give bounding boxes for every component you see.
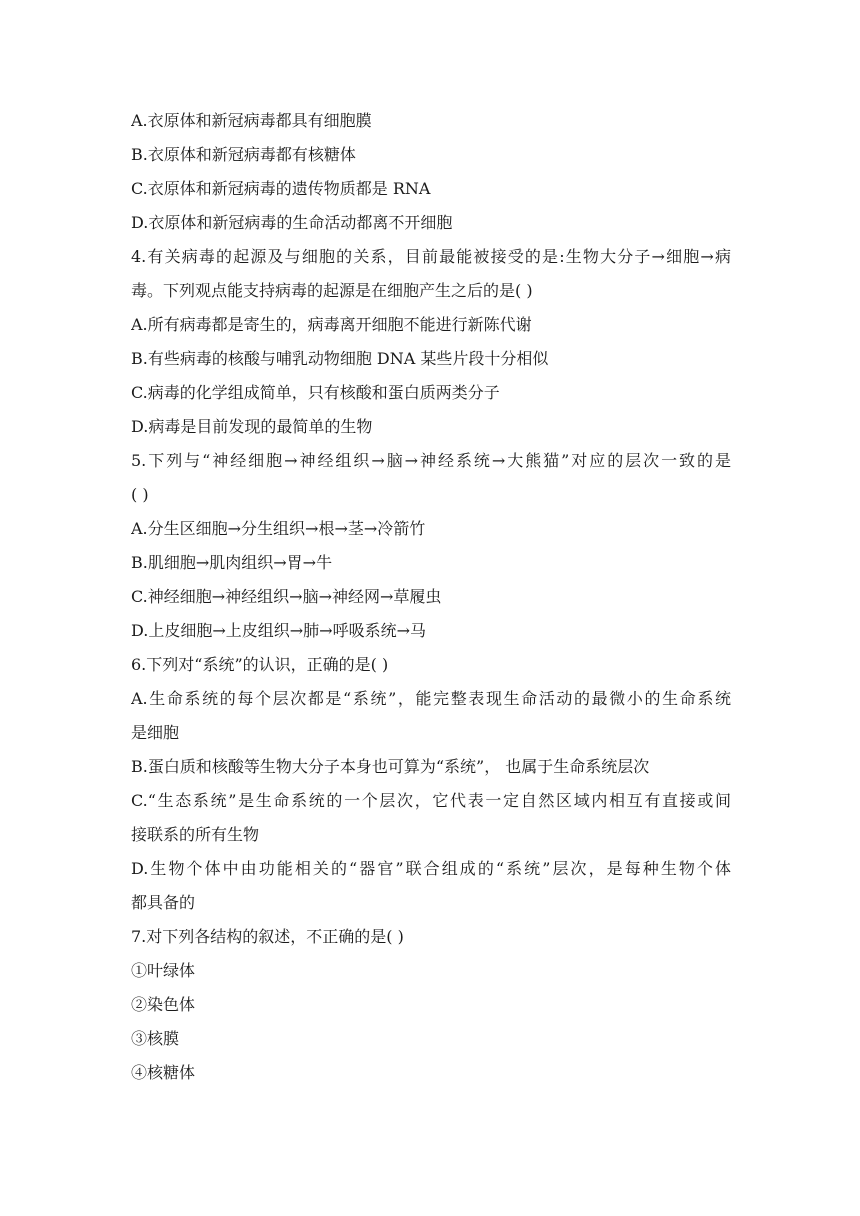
text-line: C.病毒的化学组成简单，只有核酸和蛋白质两类分子: [131, 383, 500, 402]
text-line: 是细胞: [131, 723, 180, 742]
text-line: B.蛋白质和核酸等生物大分子本身也可算为“系统”， 也属于生命系统层次: [131, 757, 650, 776]
text-line: A.所有病毒都是寄生的，病毒离开细胞不能进行新陈代谢: [131, 315, 532, 334]
text-line: A.分生区细胞→分生组织→根→茎→冷箭竹: [131, 519, 426, 538]
text-line: 接联系的所有生物: [131, 825, 260, 844]
text-line: 7.对下列各结构的叙述，不正确的是( ): [131, 927, 404, 946]
text-line: D.衣原体和新冠病毒的生命活动都离不开细胞: [131, 213, 453, 232]
text-line: 都具备的: [131, 893, 196, 912]
text-line: B.衣原体和新冠病毒都有核糖体: [131, 145, 356, 164]
text-line: D.生物个体中由功能相关的“器官”联合组成的“系统”层次，是每种生物个体: [131, 859, 731, 878]
document-body: [131, 104, 731, 1090]
text-line: ①叶绿体: [131, 961, 196, 980]
text-line: 5.下列与“神经细胞→神经组织→脑→神经系统→大熊猫”对应的层次一致的是: [131, 451, 731, 470]
text-line: ④核糖体: [131, 1063, 196, 1082]
text-line: ②染色体: [131, 995, 196, 1014]
text-line: ( ): [131, 485, 149, 504]
text-line: 6.下列对“系统”的认识，正确的是( ): [131, 655, 389, 674]
text-line: B.肌细胞→肌肉组织→胃→牛: [131, 553, 333, 572]
text-line: C.衣原体和新冠病毒的遗传物质都是 RNA: [131, 179, 431, 198]
text-line: A.衣原体和新冠病毒都具有细胞膜: [131, 111, 372, 130]
text-line: A.生命系统的每个层次都是“系统”，能完整表现生命活动的最微小的生命系统: [131, 689, 731, 708]
text-line: 4.有关病毒的起源及与细胞的关系，目前最能被接受的是:生物大分子→细胞→病: [131, 247, 731, 266]
text-line: D.病毒是目前发现的最简单的生物: [131, 417, 373, 436]
text-line: D.上皮细胞→上皮组织→肺→呼吸系统→马: [131, 621, 426, 640]
text-line: ③核膜: [131, 1029, 180, 1048]
text-line: B.有些病毒的核酸与哺乳动物细胞 DNA 某些片段十分相似: [131, 349, 549, 368]
text-line: C.“生态系统”是生命系统的一个层次，它代表一定自然区域内相互有直接或间: [131, 791, 731, 810]
text-line: 毒。下列观点能支持病毒的起源是在细胞产生之后的是( ): [131, 281, 533, 300]
text-line: C.神经细胞→神经组织→脑→神经网→草履虫: [131, 587, 442, 606]
